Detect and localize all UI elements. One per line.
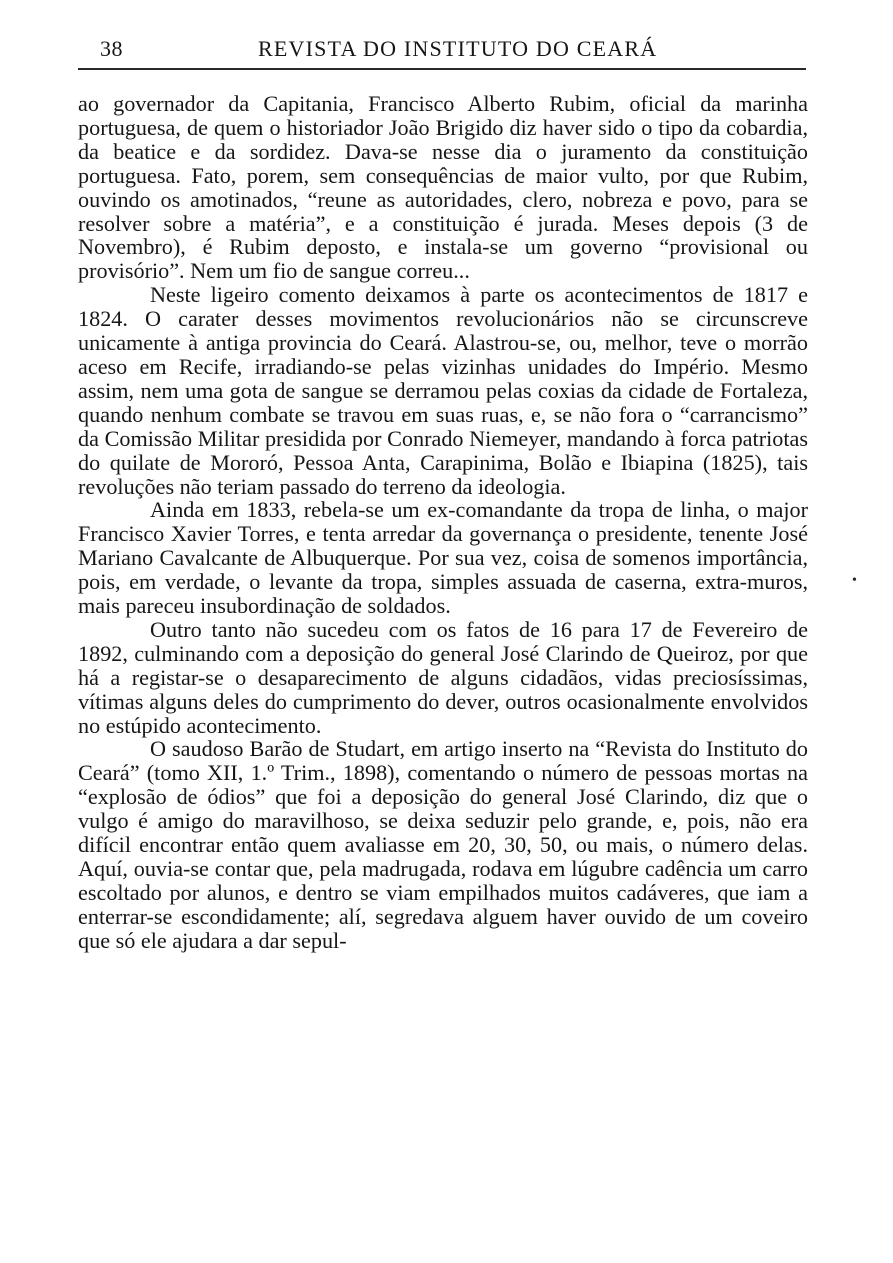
margin-dot-mark: • [852,573,857,588]
body-text [78,92,808,953]
paragraph-4: Outro tanto não sucedeu com os fatos de 16 para 17 de Fevereiro de 1892, culminando com a deposição do general José Clarindo de Queiroz, por que há a registar-se o desaparecimento de alguns cidadãos, vidas preciosíssimas, vítimas alguns deles do cumprimento do dever, outros ocasionalmente envolvidos no estúpido acontecimento. [78,616,808,738]
paragraph-1: ao governador da Capitania, Francisco Alberto Rubim, oficial da marinha portuguesa, de quem o historiador João Brigido diz haver sido o tipo da cobardia, da beatice e da sordidez. Dava-se nesse dia o juramento da constituição portuguesa. Fato, porem, sem consequências de maior vulto, por que Rubim, ouvindo os amotinados, “reune as autoridades, clero, nobreza e povo, para se resolver sobre a matéria”, e a constituição é jurada. Meses depois (3 de Novembro), é Rubim deposto, e instala-se um governo “provisional ou provisório”. Nem um fio de sangue correu... [78,91,808,284]
paragraph-5: O saudoso Barão de Studart, em artigo inserto na “Revista do Instituto do Ceará” (tomo XII, 1.º Trim., 1898), comentando o número de pessoas mortas na “explosão de ódios” que foi a deposição do general José Clarindo, diz que o vulgo é amigo do maravilhoso, se deixa seduzir pelo grande, e, pois, não era difícil encontrar então quem avaliasse em 20, 30, 50, ou mais, o número delas. Aquí, ouvia-se contar que, pela madrugada, rodava em lúgubre cadência um carro escoltado por alunos, e dentro se viam empilhados muitos cadáveres, que iam a enterrar-se escondidamente; alí, segredava alguem haver ouvido de um coveiro que só ele ajudara a dar sepul- [78,736,808,953]
page-header [78,36,806,70]
paragraph-2: Neste ligeiro comento deixamos à parte os acontecimentos de 1817 e 1824. O carater desses movimentos revolucionários não se circunscreve unicamente à antiga provincia do Ceará. Alastrou-se, ou, melhor, teve o morrão aceso em Recife, irradiando-se pelas vizinhas unidades do Império. Mesmo assim, nem uma gota de sangue se derramou pelas coxias da cidade de Fortaleza, quando nenhum combate se travou em suas ruas, e, se não fora o “carrancismo” da Comissão Militar presidida por Conrado Niemeyer, mandando à forca patriotas do quilate de Mororó, Pessoa Anta, Carapinima, Bolão e Ibiapina (1825), tais revoluções não teriam passado do terreno da ideologia. [78,282,808,499]
running-title: REVISTA DO INSTITUTO DO CEARÁ [258,36,658,61]
paragraph-3: Ainda em 1833, rebela-se um ex-comandante da tropa de linha, o major Francisco Xavier Torres, e tenta arredar da governança o presidente, tenente José Mariano Cavalcante de Albuquerque. Por sua vez, coisa de somenos importância, pois, em verdade, o levante da tropa, simples assuada de caserna, extra-muros, mais pareceu insubordinação de soldados. [78,497,808,619]
page-number: 38 [100,36,123,61]
